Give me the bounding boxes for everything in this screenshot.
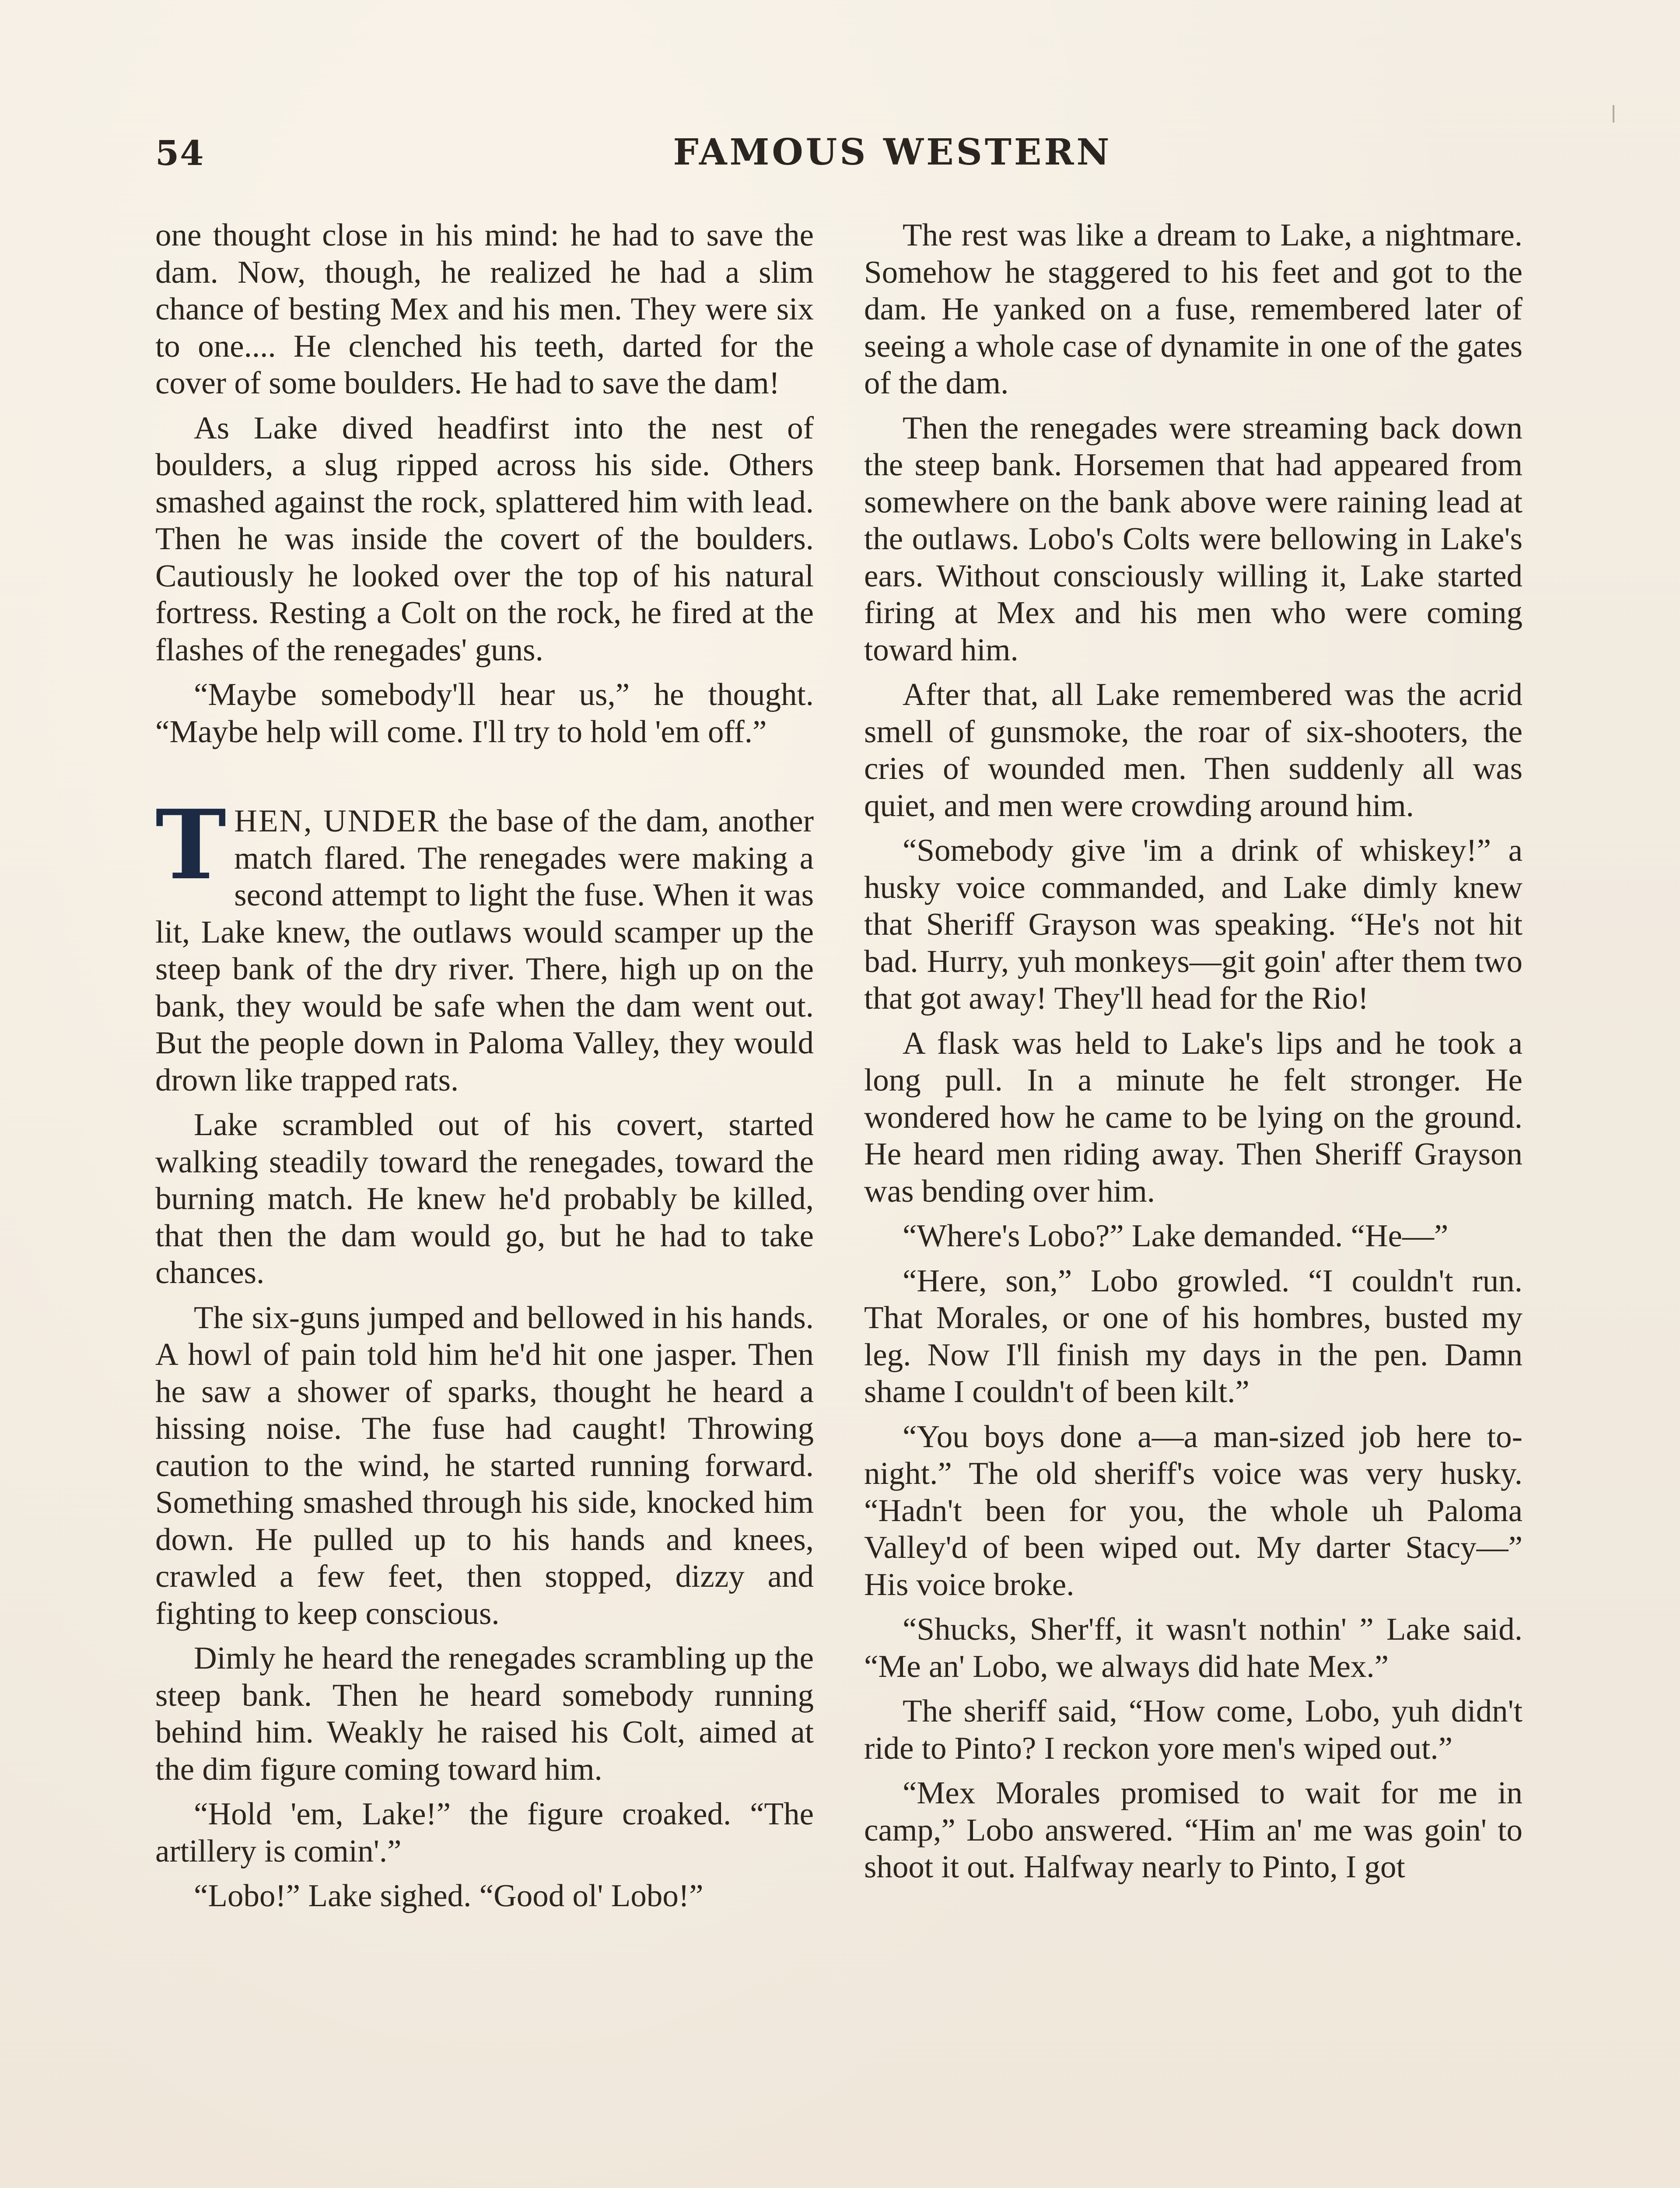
paragraph: one thought close in his mind: he had to save the dam. Now, though, he realized he had a slim chance of besting Mex and his men. They were six to one.... He clenched his teeth, darted for the cover of some boulders. He had to save the dam! <box>155 217 814 400</box>
small-caps-lead: HEN, UNDER <box>234 803 440 838</box>
paragraph: As Lake dived headfirst into the nest of boulders, a slug ripped across his side. Others smashed against the rock, splattered him with lead. Then he was inside the covert of the boulders. Cautiously he looked over the top of his natural fortress. Resting a Colt on the rock, he fired at the flashes of the renegades' guns. <box>155 410 814 667</box>
paragraph: Dimly he heard the renegades scrambling up the steep bank. Then he heard somebody running behind him. Weakly he raised his Colt, aimed at the dim figure coming toward him. <box>155 1640 814 1787</box>
paragraph: Then the renegades were streaming back down the steep bank. Horsemen that had appeared from somewhere on the bank above were raining lead at the outlaws. Lobo's Colts were bellowing in Lake's ears. Without consciously willing it, Lake started firing at Mex and his men who were coming toward him. <box>864 410 1522 667</box>
right-column <box>864 217 1522 2188</box>
paragraph: “Mex Morales promised to wait for me in camp,” Lobo answered. “Him an' me was goin' to shoot it out. Halfway nearly to Pinto, I got <box>864 1775 1522 1884</box>
page-edge-mark <box>1613 105 1614 123</box>
paragraph: “Shucks, Sher'ff, it wasn't nothin' ” Lake said. “Me an' Lobo, we always did hate Mex.” <box>864 1611 1522 1684</box>
paragraph: “Hold 'em, Lake!” the figure croaked. “The artillery is comin'.” <box>155 1796 814 1869</box>
magazine-title: FAMOUS WESTERN <box>673 131 1112 173</box>
drop-cap-initial: T <box>155 789 227 901</box>
running-head <box>0 131 1680 173</box>
paragraph: A flask was held to Lake's lips and he took a long pull. In a minute he felt stronger. He wondered how he came to be lying on the ground. He heard men riding away. Then Sheriff Grayson was bending over him. <box>864 1025 1522 1209</box>
paragraph: “Here, son,” Lobo growled. “I couldn't run. That Morales, or one of his hombres, busted my leg. Now I'll finish my days in the pen. Damn shame I couldn't of been kilt.” <box>864 1262 1522 1409</box>
paragraph: Lake scrambled out of his covert, started walking steadily toward the renegades, toward the burning match. He knew he'd probably be killed, that then the dam would go, but he had to take chances. <box>155 1107 814 1290</box>
paragraph: “Maybe somebody'll hear us,” he thought. “Maybe help will come. I'll try to hold 'em off.” <box>155 677 814 749</box>
paragraph: The rest was like a dream to Lake, a nightmare. Somehow he staggered to his feet and got to the dam. He yanked on a fuse, remembered later of seeing a whole case of dynamite in one of the gates of the dam. <box>864 217 1522 400</box>
paragraph: After that, all Lake remembered was the acrid smell of gunsmoke, the roar of six-shooters, the cries of wounded men. Then suddenly all was quiet, and men were crowding around him. <box>864 677 1522 823</box>
paragraph-drop-cap <box>155 789 814 1098</box>
left-column <box>155 217 814 2188</box>
page-number: 54 <box>155 133 205 173</box>
paragraph: “You boys done a—a man-sized job here to-night.” The old sheriff's voice was very husky. “Hadn't been for you, the whole uh Paloma Valley'd of been wiped out. My darter Stacy—” His voice broke. <box>864 1418 1522 1602</box>
paragraph: The six-guns jumped and bellowed in his hands. A howl of pain told him he'd hit one jasper. Then he saw a shower of sparks, thought he heard a hissing noise. The fuse had caught! Throwing caution to the wind, he started running forward. Something smashed through his side, knocked him down. He pulled up to his hands and knees, crawled a few feet, then stopped, dizzy and fighting to keep conscious. <box>155 1299 814 1631</box>
paragraph: “Somebody give 'im a drink of whiskey!” a husky voice commanded, and Lake dimly knew that Sheriff Grayson was speaking. “He's not hit bad. Hurry, yuh monkeys—git goin' after them two that got away! They'll head for the Rio! <box>864 832 1522 1016</box>
paragraph-text: the base of the dam, another match flared. The renegades were making a second attempt to light the fuse. When it was lit, Lake knew, the outlaws would scamper up the steep bank of the dry river. There, high up on the bank, they would be safe when the dam went out. But the people down in Paloma Valley, they would drown like trapped rats. <box>155 803 814 1098</box>
paragraph: “Lobo!” Lake sighed. “Good ol' Lobo!” <box>194 1878 704 1913</box>
paragraph: The sheriff said, “How come, Lobo, yuh didn't ride to Pinto? I reckon yore men's wiped out.” <box>864 1693 1522 1766</box>
paragraph: “Where's Lobo?” Lake demanded. “He—” <box>903 1218 1449 1253</box>
